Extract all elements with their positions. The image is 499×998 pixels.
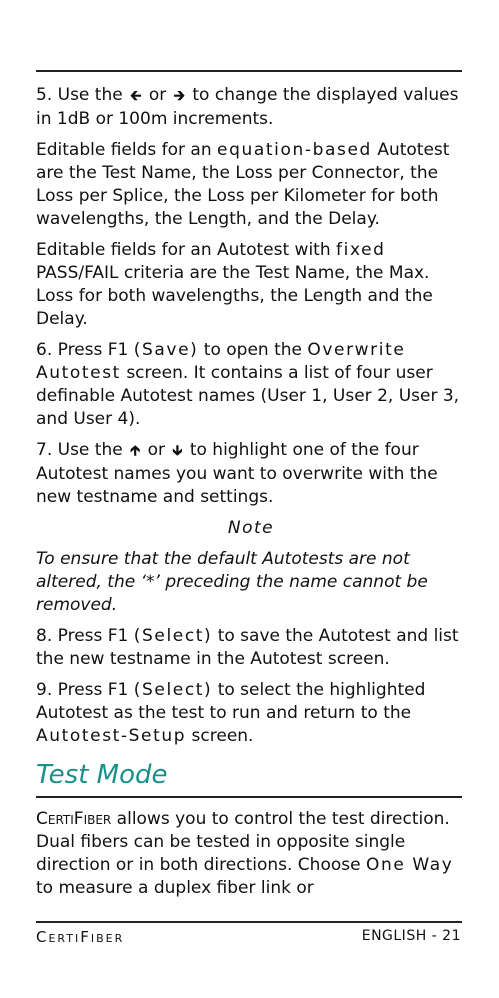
step-5-text-b: to change the displayed values in 1dB or 100m increments. bbox=[36, 85, 459, 129]
down-arrow-icon: 🡳 bbox=[172, 443, 183, 459]
note-title: Note bbox=[227, 518, 275, 538]
up-arrow-icon: 🡱 bbox=[130, 443, 141, 459]
step-6-text-a: 6. Press F1 bbox=[36, 340, 129, 360]
select-key-label: (Select) bbox=[133, 626, 213, 646]
step-7-or: or bbox=[147, 440, 165, 460]
left-arrow-icon: 🡰 bbox=[130, 88, 142, 104]
test-mode-text-a: allows you to control the test direction. Dual fibers can be tested in opposite single direction or in both directions. Choose bbox=[36, 809, 450, 875]
section-heading: Test Mode bbox=[36, 760, 168, 790]
step-6-text-c: screen. It contains a list of four user definable Autotest names (User 1, User 2, User 3, and User 4). bbox=[36, 363, 460, 429]
footer-rule bbox=[36, 921, 462, 923]
select-key-label-2: (Select) bbox=[133, 680, 213, 700]
right-arrow-icon: 🡲 bbox=[173, 88, 185, 104]
fixed-text-a: Editable fields for an Autotest with bbox=[36, 240, 331, 260]
eq-text-b: Autotest are the Test Name, the Loss per Connector, the Loss per Splice, the Loss per Kilometer for both wavelengths, the Length, and the Delay. bbox=[36, 140, 450, 229]
step-5-or: or bbox=[148, 85, 167, 105]
eq-term: equation-based bbox=[217, 140, 372, 160]
step-7-text-b: to highlight one of the four Autotest names you want to overwrite with the new testname and settings. bbox=[36, 440, 438, 507]
equation-based-paragraph bbox=[36, 139, 466, 231]
step-8-text-a: 8. Press F1 bbox=[36, 626, 129, 646]
note-body: To ensure that the default Autotests are not altered, the ‘*’ preceding the name cannot be removed. bbox=[36, 549, 428, 615]
step-5 bbox=[36, 84, 466, 131]
step-7-text-a: 7. Use the bbox=[36, 440, 123, 460]
fixed-criteria-paragraph bbox=[36, 239, 466, 331]
step-9 bbox=[36, 679, 466, 748]
step-8-text-b: to save the Autotest and list the new testname in the Autotest screen. bbox=[36, 626, 459, 669]
step-6-text-b: to open the bbox=[203, 340, 302, 360]
test-mode-paragraph bbox=[36, 808, 466, 900]
step-9-text-a: 9. Press F1 bbox=[36, 680, 129, 700]
test-mode-text-b: to measure a duplex fiber link or bbox=[36, 878, 314, 898]
page-content bbox=[36, 84, 466, 908]
footer-page-number: ENGLISH - 21 bbox=[361, 928, 461, 944]
step-8 bbox=[36, 625, 466, 671]
product-name: CertiFiber bbox=[36, 809, 112, 829]
step-6 bbox=[36, 339, 466, 431]
step-5-text-a: 5. Use the bbox=[36, 85, 123, 105]
one-way-term: One Way bbox=[365, 855, 454, 875]
step-9-text-b: to select the highlighted Autotest as the test to run and return to the bbox=[36, 680, 426, 723]
step-9-text-c: screen. bbox=[191, 726, 254, 746]
autotest-setup-screen-name: Autotest-Setup bbox=[36, 726, 187, 746]
fixed-text-b: PASS/FAIL criteria are the Test Name, the Max. Loss for both wavelengths, the Length and the Delay. bbox=[36, 263, 433, 329]
fixed-term: fixed bbox=[336, 240, 386, 260]
step-7 bbox=[36, 439, 466, 509]
overwrite-screen-name: Overwrite Autotest bbox=[36, 340, 406, 383]
section-rule bbox=[36, 796, 462, 798]
top-rule bbox=[36, 70, 462, 72]
eq-text-a: Editable fields for an bbox=[36, 140, 212, 160]
footer-brand: CertiFiber bbox=[36, 928, 125, 946]
save-key-label: (Save) bbox=[133, 340, 199, 360]
